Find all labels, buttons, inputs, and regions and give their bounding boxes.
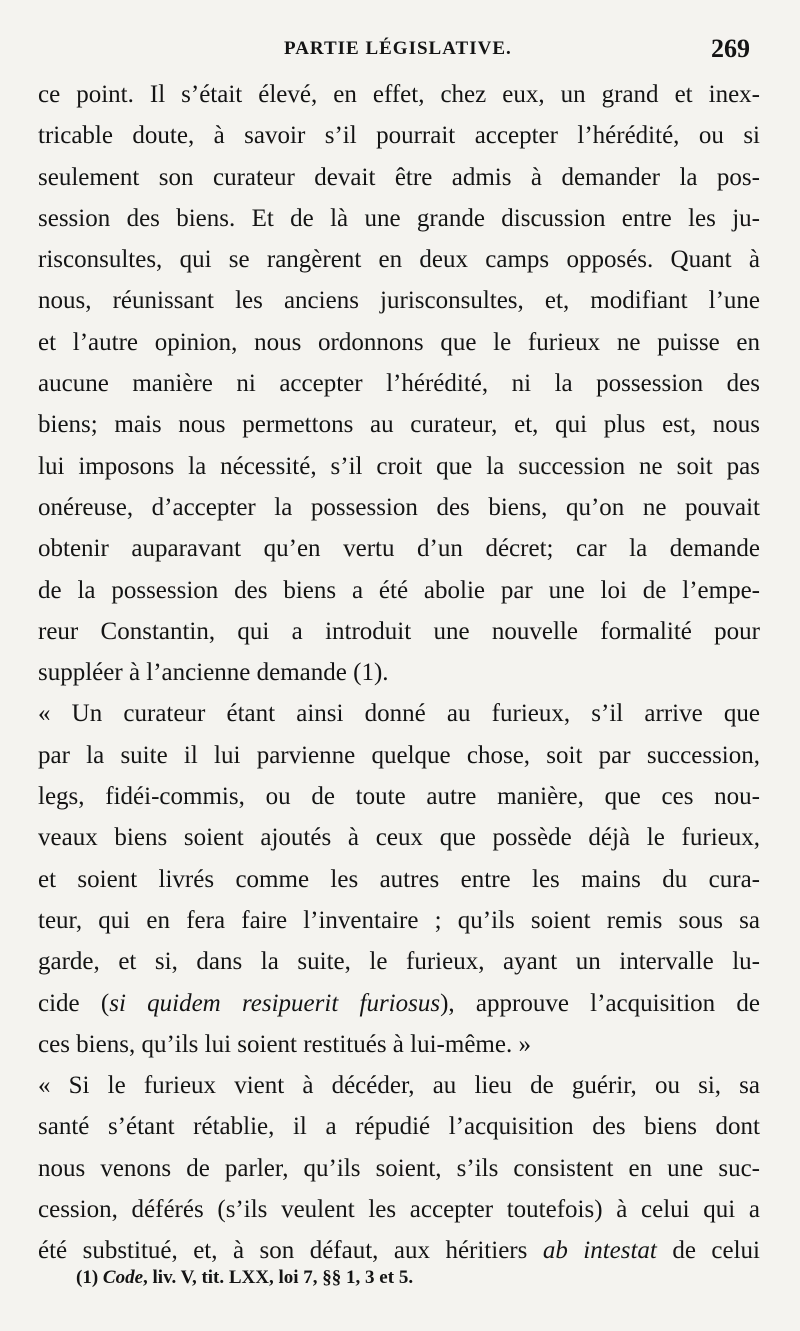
footnote-marker: (1) xyxy=(76,1267,99,1288)
text-line: santé s’étant rétablie, il a répudié l’acquisition des biens dont xyxy=(38,1113,760,1141)
body-text xyxy=(38,74,760,1272)
text-line: biens; mais nous permettons au curateur, et, qui plus est, nous xyxy=(38,411,760,439)
text-line: aucune manière ni accepter l’hérédité, ni la possession des xyxy=(38,370,760,398)
running-title: PARTIE LÉGISLATIVE. xyxy=(284,38,512,59)
page-header xyxy=(0,34,800,70)
text-line: garde, et si, dans la suite, le furieux, ayant un intervalle lu- xyxy=(38,948,760,976)
footnote xyxy=(76,1267,413,1289)
text-line: par la suite il lui parvienne quelque chose, soit par succession, xyxy=(38,741,760,769)
footnote-source: Code xyxy=(102,1267,144,1288)
text-line xyxy=(38,983,760,1024)
text-line: teur, qui en fera faire l’inventaire ; qu’ils soient remis sous sa xyxy=(38,906,760,934)
text-line: risconsultes, qui se rangèrent en deux camps opposés. Quant à xyxy=(38,246,760,274)
text-line: « Si le furieux vient à décéder, au lieu de guérir, ou si, sa xyxy=(38,1072,760,1100)
text-line: legs, fidéi-commis, ou de toute autre manière, que ces nou- xyxy=(38,783,760,811)
text-line: tricable doute, à savoir s’il pourrait accepter l’hérédité, ou si xyxy=(38,122,760,150)
text-line: et soient livrés comme les autres entre les mains du cura- xyxy=(38,865,760,893)
text-line: reur Constantin, qui a introduit une nouvelle formalité pour xyxy=(38,617,760,645)
text-line: et l’autre opinion, nous ordonnons que le furieux ne puisse en xyxy=(38,328,760,356)
text-line xyxy=(38,1230,760,1271)
italic-phrase: si quidem resipuerit furiosus xyxy=(109,989,441,1017)
text-line: session des biens. Et de là une grande discussion entre les ju- xyxy=(38,204,760,232)
text-line: onéreuse, d’accepter la possession des biens, qu’on ne pouvait xyxy=(38,493,760,521)
text-line: cession, déférés (s’ils veulent les accepter toutefois) à celui qui a xyxy=(38,1196,760,1224)
text-line: nous venons de parler, qu’ils soient, s’ils consistent en une suc- xyxy=(38,1154,760,1182)
text-line: ces biens, qu’ils lui soient restitués à lui-même. » xyxy=(38,1030,531,1058)
text-segment: ), approuve l’acquisition de xyxy=(440,989,760,1017)
text-segment: cide ( xyxy=(38,989,110,1017)
italic-phrase: ab intestat xyxy=(542,1237,657,1265)
text-line: nous, réunissant les anciens jurisconsultes, et, modifiant l’une xyxy=(38,287,760,315)
text-segment: de celui xyxy=(656,1237,760,1265)
text-line: seulement son curateur devait être admis à demander la pos- xyxy=(38,163,760,191)
text-line: de la possession des biens a été abolie par une loi de l’empe- xyxy=(38,576,760,604)
footnote-reference: , liv. V, tit. LXX, loi 7, §§ 1, 3 et 5. xyxy=(143,1267,414,1288)
text-line: « Un curateur étant ainsi donné au furieux, s’il arrive que xyxy=(38,700,760,728)
text-segment: été substitué, et, à son défaut, aux héritiers xyxy=(38,1237,543,1265)
text-line: veaux biens soient ajoutés à ceux que possède déjà le furieux, xyxy=(38,824,760,852)
page-number: 269 xyxy=(711,34,750,63)
text-line: lui imposons la nécessité, s’il croit que la succession ne soit pas xyxy=(38,452,760,480)
text-line: suppléer à l’ancienne demande (1). xyxy=(38,659,389,687)
text-line: obtenir auparavant qu’en vertu d’un décret; car la demande xyxy=(38,535,760,563)
text-line: ce point. Il s’était élevé, en effet, chez eux, un grand et inex- xyxy=(38,81,760,108)
